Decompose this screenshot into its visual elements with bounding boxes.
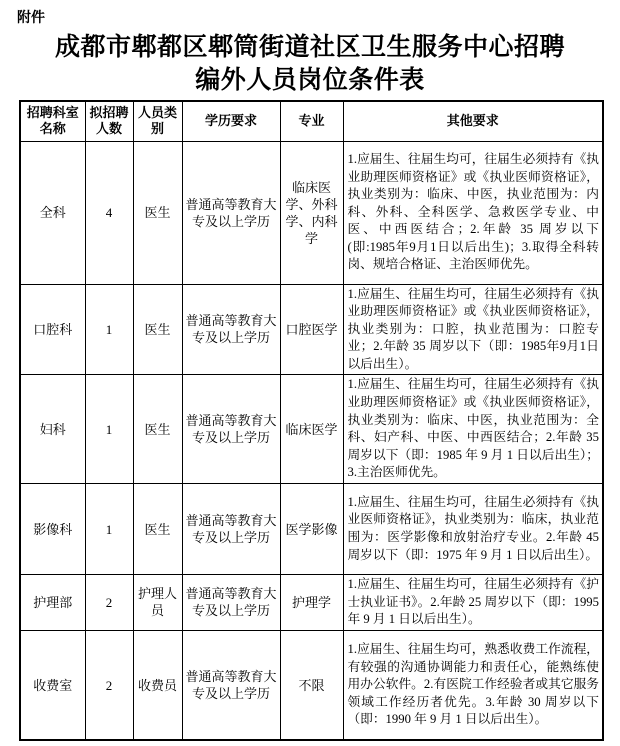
table-row: [20, 630, 603, 740]
other-requirements-cell: 1.应届生、往届生均可，熟悉收费工作流程，有较强的沟通协调能力和责任心，能熟练使用办公软件。2.有医院工作经验者或其它服务领域工作经历者优先。3.年龄 30 周岁以下（即：1990 年 9 月 1 日以后出生）。: [343, 630, 603, 740]
major-cell: 临床医学、外科学、内科学: [280, 141, 343, 284]
department-cell: 全科: [20, 141, 85, 284]
category-cell: 医生: [133, 141, 182, 284]
count-cell: 1: [85, 284, 133, 375]
count-cell: 1: [85, 375, 133, 484]
category-cell: 医生: [133, 284, 182, 375]
other-requirements-cell: 1.应届生、往届生均可，往届生必须持有《护士执业证书》。2.年龄 25 周岁以下（即：1995 年 9 月 1 日以后出生）。: [343, 575, 603, 631]
header-department: 招聘科室名称: [20, 101, 85, 141]
job-conditions-table: [19, 100, 604, 741]
category-cell: 医生: [133, 375, 182, 484]
table-row: [20, 141, 603, 284]
header-major: 专业: [280, 101, 343, 141]
education-cell: 普通高等教育大专及以上学历: [182, 575, 280, 631]
table-row: [20, 484, 603, 575]
header-other-requirements: 其他要求: [343, 101, 603, 141]
major-cell: 临床医学: [280, 375, 343, 484]
department-cell: 影像科: [20, 484, 85, 575]
table-row: [20, 375, 603, 484]
count-cell: 4: [85, 141, 133, 284]
count-cell: 2: [85, 630, 133, 740]
header-education: 学历要求: [182, 101, 280, 141]
major-cell: 不限: [280, 630, 343, 740]
count-cell: 1: [85, 484, 133, 575]
other-requirements-cell: 1.应届生、往届生均可，往届生必须持有《执业助理医师资格证》或《执业医师资格证》，执业类别为：临床、中医，执业范围为：全科、妇产科、中医、中西医结合；2.年龄 35 周岁以下（即：1985 年 9 月 1 日以后出生）；3.主治医师优先。: [343, 375, 603, 484]
page-title-line1: 成都市郫都区郫筒街道社区卫生服务中心招聘: [54, 33, 565, 61]
major-cell: 护理学: [280, 575, 343, 631]
page-title-line2: 编外人员岗位条件表: [195, 66, 425, 94]
department-cell: 收费室: [20, 630, 85, 740]
other-requirements-cell: 1.应届生、往届生均可，往届生必须持有《执业助理医师资格证》或《执业医师资格证》，执业类别为：临床、中医，执业范围为：内科、外科、全科医学、急救医学专业、中医、中西医结合；2.年龄 35 周岁以下(即:1985年9月1日以后出生)；3.取得全科转岗、规培合格证、主治医师优先。: [343, 141, 603, 284]
header-count: 拟招聘人数: [85, 101, 133, 141]
education-cell: 普通高等教育大专及以上学历: [182, 630, 280, 740]
table-header-row: [20, 101, 603, 141]
major-cell: 医学影像: [280, 484, 343, 575]
category-cell: 护理人员: [133, 575, 182, 631]
table-row: [20, 575, 603, 631]
header-category: 人员类别: [133, 101, 182, 141]
page-title: [0, 31, 620, 97]
other-requirements-cell: 1.应届生、往届生均可，往届生必须持有《执业医师资格证》，执业类别为：临床，执业范围为：医学影像和放射治疗专业。2.年龄 45 周岁以下（即：1975 年 9 月 1 日以后出生）。: [343, 484, 603, 575]
education-cell: 普通高等教育大专及以上学历: [182, 284, 280, 375]
category-cell: 医生: [133, 484, 182, 575]
other-requirements-cell: 1.应届生、往届生均可，往届生必须持有《执业助理医师资格证》或《执业医师资格证》，执业类别为：口腔，执业范围为：口腔专业；2.年龄 35 周岁以下（即：1985年9月1日以后出生）。: [343, 284, 603, 375]
count-cell: 2: [85, 575, 133, 631]
table-row: [20, 284, 603, 375]
major-cell: 口腔医学: [280, 284, 343, 375]
education-cell: 普通高等教育大专及以上学历: [182, 484, 280, 575]
education-cell: 普通高等教育大专及以上学历: [182, 141, 280, 284]
department-cell: 护理部: [20, 575, 85, 631]
category-cell: 收费员: [133, 630, 182, 740]
attachment-label: 附件: [17, 9, 45, 25]
education-cell: 普通高等教育大专及以上学历: [182, 375, 280, 484]
department-cell: 妇科: [20, 375, 85, 484]
department-cell: 口腔科: [20, 284, 85, 375]
